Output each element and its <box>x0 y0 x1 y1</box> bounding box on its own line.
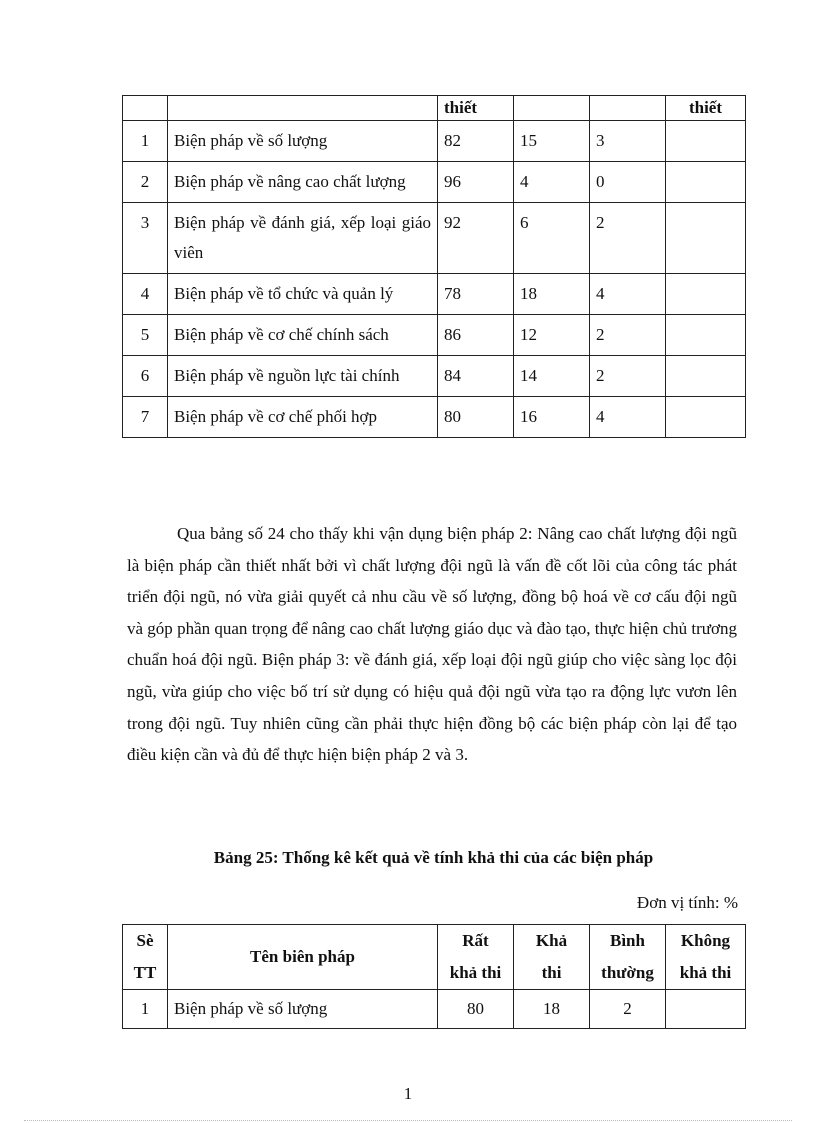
value-cell: 12 <box>514 315 590 356</box>
value-cell: 2 <box>590 990 666 1029</box>
value-cell: 86 <box>438 315 514 356</box>
value-cell: 18 <box>514 274 590 315</box>
value-cell <box>666 274 746 315</box>
necessity-table <box>122 95 746 438</box>
table-row <box>123 121 746 162</box>
value-cell <box>666 397 746 438</box>
measure-name: Biện pháp về số lượng <box>168 990 438 1029</box>
value-cell <box>666 356 746 397</box>
measure-name: Biện pháp về đánh giá, xếp loại giáo viên <box>168 203 438 274</box>
value-cell: 78 <box>438 274 514 315</box>
value-cell: 2 <box>590 203 666 274</box>
value-cell <box>666 203 746 274</box>
header-text: khả thi <box>679 963 732 982</box>
value-cell: 18 <box>514 990 590 1029</box>
measure-name: Biện pháp về nâng cao chất lượng <box>168 162 438 203</box>
table-row <box>123 203 746 274</box>
page-number: 1 <box>403 1084 413 1103</box>
table-header-row <box>123 925 746 990</box>
row-number: 6 <box>123 356 168 397</box>
value-cell <box>666 162 746 203</box>
value-cell: 0 <box>590 162 666 203</box>
feasibility-table <box>122 924 746 1029</box>
value-cell: 15 <box>514 121 590 162</box>
value-cell: 2 <box>590 356 666 397</box>
row-number: 1 <box>123 121 168 162</box>
row-number: 4 <box>123 274 168 315</box>
header-cell <box>168 96 438 121</box>
row-number: 7 <box>123 397 168 438</box>
header-cell: thiết <box>666 96 746 121</box>
value-cell: 6 <box>514 203 590 274</box>
value-cell: 4 <box>590 274 666 315</box>
header-text: Bình <box>610 931 645 950</box>
row-number: 1 <box>123 990 168 1029</box>
table-header-row <box>123 96 746 121</box>
page-divider <box>24 1120 792 1121</box>
header-cell <box>123 96 168 121</box>
table-row <box>123 162 746 203</box>
value-cell: 84 <box>438 356 514 397</box>
header-text: Rất <box>462 931 489 950</box>
header-cell: thiết <box>438 96 514 121</box>
table-caption: Bảng 25: Thống kê kết quả về tính khả thi của các biện pháp <box>213 848 654 867</box>
value-cell: 16 <box>514 397 590 438</box>
header-normal <box>590 925 666 990</box>
value-cell: 14 <box>514 356 590 397</box>
measure-name: Biện pháp về số lượng <box>168 121 438 162</box>
measure-name: Biện pháp về nguồn lực tài chính <box>168 356 438 397</box>
value-cell: 3 <box>590 121 666 162</box>
value-cell: 80 <box>438 990 514 1029</box>
header-text: Khả <box>535 931 568 950</box>
table-row <box>123 356 746 397</box>
measure-name: Biện pháp về tổ chức và quản lý <box>168 274 438 315</box>
row-number: 3 <box>123 203 168 274</box>
value-cell: 4 <box>514 162 590 203</box>
header-cell <box>514 96 590 121</box>
value-cell: 92 <box>438 203 514 274</box>
header-cell <box>590 96 666 121</box>
header-name: Tên biên pháp <box>168 925 438 990</box>
header-text: Sè <box>136 931 154 950</box>
value-cell: 4 <box>590 397 666 438</box>
value-cell: 2 <box>590 315 666 356</box>
value-cell: 82 <box>438 121 514 162</box>
value-cell: 96 <box>438 162 514 203</box>
header-text: Không <box>680 931 731 950</box>
table-row <box>123 397 746 438</box>
header-text: thi <box>541 963 562 982</box>
unit-label: Đơn vị tính: % <box>636 893 738 912</box>
header-text: khả thi <box>449 963 502 982</box>
header-feasible <box>514 925 590 990</box>
row-number: 2 <box>123 162 168 203</box>
value-cell: 80 <box>438 397 514 438</box>
table-row <box>123 315 746 356</box>
value-cell <box>666 121 746 162</box>
body-paragraph: Qua bảng số 24 cho thấy khi vận dụng biện pháp 2: Nâng cao chất lượng đội ngũ là biện pháp cần thiết nhất bởi vì chất lượng đội ngũ là vấn đề cốt lõi của công tác phát triển đội ngũ, nó vừa giải quyết cả nhu cầu về số lượng, đồng bộ hoá về cơ cấu đội ngũ và góp phần quan trọng để nâng cao chất lượng giáo dục và đào tạo, thực hiện chủ trương chuẩn hoá đội ngũ. Biện pháp 3: về đánh giá, xếp loại đội ngũ giúp cho việc sàng lọc đội ngũ, vừa giúp cho việc bố trí sử dụng có hiệu quả đội ngũ vừa tạo ra động lực vươn lên trong đội ngũ. Tuy nhiên cũng cần phải thực hiện đồng bộ các biện pháp còn lại để tạo điều kiện cần và đủ để thực hiện biện pháp 2 và 3. <box>127 524 737 765</box>
row-number: 5 <box>123 315 168 356</box>
measure-name: Biện pháp về cơ chế phối hợp <box>168 397 438 438</box>
value-cell <box>666 315 746 356</box>
header-text: TT <box>133 963 157 982</box>
header-stt <box>123 925 168 990</box>
measure-name: Biện pháp về cơ chế chính sách <box>168 315 438 356</box>
table-row <box>123 274 746 315</box>
value-cell <box>666 990 746 1029</box>
table-row <box>123 990 746 1029</box>
header-not-feasible <box>666 925 746 990</box>
header-text: thường <box>601 963 654 982</box>
header-very-feasible <box>438 925 514 990</box>
